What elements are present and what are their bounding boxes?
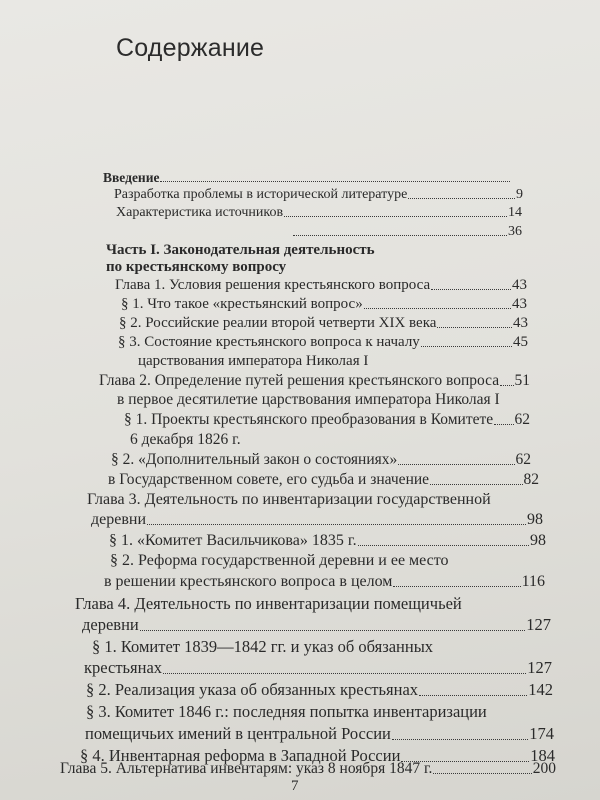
toc-entry-page: 51 [514, 372, 530, 389]
toc-entry-ch4-s1-cont [84, 658, 552, 678]
part-title-line-1: Часть I. Законодательная деятельность [106, 242, 375, 258]
toc-entry-page: 62 [515, 451, 531, 468]
toc-entry-page: 184 [530, 746, 555, 765]
toc-entry-page: 174 [529, 724, 554, 743]
toc-entry-ch4-s3-cont [85, 724, 554, 744]
dot-leader [494, 424, 513, 425]
toc-entry-ch2-s2-cont [108, 471, 539, 489]
toc-entry-label: помещичьих имений в центральной России [85, 724, 391, 743]
page-title: Содержание [116, 34, 265, 62]
dot-leader [437, 327, 512, 328]
toc-entry-ch2 [99, 372, 530, 390]
dot-leader [358, 545, 529, 546]
toc-entry-page: 98 [530, 532, 546, 549]
toc-entry-label: Глава 5. Альтернатива инвентарям: указ 8 ноября 1847 г. [60, 760, 433, 777]
toc-entry-ch3-s1 [109, 532, 546, 550]
toc-entry-page: 9 [516, 187, 523, 202]
toc-entry-page: 82 [523, 471, 539, 488]
toc-entry-ch4: Глава 4. Деятельность по инвентаризации помещичьей [75, 594, 462, 613]
toc-entry-label: § 2. «Дополнительный закон о состояниях» [111, 451, 398, 468]
toc-entry-label: Введение [103, 170, 160, 185]
toc-entry-ch3: Глава 3. Деятельность по инвентаризации государственной [87, 491, 491, 508]
part-title-line-2: по крестьянскому вопросу [106, 259, 287, 275]
toc-entry-continuation: в первое десятилетие царствования императора Николая I [117, 391, 500, 408]
toc-entry-page: 45 [513, 334, 528, 350]
toc-entry-page: 127 [526, 615, 551, 634]
toc-entry-ch1-s2 [119, 315, 528, 332]
toc-entry-page: 43 [513, 315, 528, 331]
toc-entry-intro-3 [292, 224, 522, 240]
toc-entry-ch3-s2: § 2. Реформа государственной деревни и ее место [110, 552, 449, 569]
toc-entry-ch4-cont [82, 615, 551, 635]
dot-leader [430, 484, 522, 485]
dot-leader [421, 346, 512, 347]
toc-entry-ch4-s2 [86, 680, 553, 700]
toc-entry-label: Глава 1. Условия решения крестьянского вопроса [115, 277, 431, 293]
dot-leader [431, 289, 511, 290]
toc-entry-label: § 1. Проекты крестьянского преобразования в Комитете [124, 411, 494, 428]
toc-entry-label: в Государственном совете, его судьба и значение [108, 471, 430, 488]
toc-entry-label: деревни [82, 615, 139, 634]
toc-entry-ch3-cont [91, 511, 543, 529]
toc-entry-ch4-s3: § 3. Комитет 1846 г.: последняя попытка инвентаризации [86, 702, 487, 721]
dot-leader [364, 308, 511, 309]
dot-leader [398, 464, 514, 465]
toc-entry-label: § 1. Что такое «крестьянский вопрос» [121, 296, 363, 312]
toc-entry-ch2-s2 [111, 451, 531, 469]
toc-entry-intro [103, 170, 511, 186]
toc-entry-ch1 [115, 277, 527, 294]
toc-entry-label: § 2. Российские реалии второй четверти XIX века [119, 315, 437, 331]
toc-entry-page: 43 [512, 277, 527, 293]
toc-entry-intro-2 [116, 205, 522, 221]
dot-leader [140, 630, 526, 631]
toc-entry-ch3-s2-cont [104, 573, 545, 591]
dot-leader [160, 181, 510, 182]
toc-entry-label: § 1. «Комитет Васильчикова» 1835 г. [109, 532, 357, 549]
dot-leader [393, 586, 520, 587]
toc-entry-page: 36 [508, 224, 522, 239]
dot-leader [163, 673, 526, 674]
toc-entry-label: Характеристика источников [116, 205, 284, 220]
toc-entry-continuation: 6 декабря 1826 г. [130, 431, 241, 448]
dot-leader [293, 235, 507, 236]
toc-entry-ch2-s1 [124, 411, 530, 429]
toc-entry-page: 127 [527, 658, 552, 677]
toc-entry-page: 200 [532, 760, 556, 777]
toc-entry-label: Разработка проблемы в исторической литературе [114, 187, 408, 202]
toc-entry-page: 98 [527, 511, 543, 528]
toc-entry-label: § 3. Состояние крестьянского вопроса к началу [118, 334, 420, 350]
toc-entry-page: 116 [521, 573, 545, 590]
dot-leader [392, 739, 528, 740]
dot-leader [419, 695, 527, 696]
dot-leader [433, 773, 531, 774]
toc-entry-intro-1 [114, 187, 523, 203]
toc-entry-label: крестьянах [84, 658, 163, 677]
toc-entry-label: § 4. Инвентарная реформа в Западной России [80, 746, 401, 765]
toc-entry-label: Глава 2. Определение путей решения крестьянского вопроса [99, 372, 500, 389]
toc-entry-ch1-s1 [121, 296, 527, 313]
toc-entry-label: в решении крестьянского вопроса в целом [104, 573, 393, 590]
toc-entry-ch4-s1: § 1. Комитет 1839—1842 гг. и указ об обязанных [92, 637, 434, 656]
toc-entry-page: 43 [512, 296, 527, 312]
dot-leader [408, 198, 515, 199]
toc-entry-label: § 2. Реализация указа об обязанных крестьянах [86, 680, 419, 699]
dot-leader [147, 524, 526, 525]
toc-entry-page: 14 [508, 205, 522, 220]
toc-entry-ch1-s3 [118, 334, 528, 351]
toc-entry-page: 142 [528, 680, 553, 699]
toc-entry-ch5 [60, 760, 556, 778]
toc-entry-continuation: царствования императора Николая I [138, 353, 369, 369]
toc-entry-page: 62 [514, 411, 530, 428]
dot-leader [500, 385, 513, 386]
toc-entry-label: деревни [91, 511, 147, 528]
page-number: 7 [291, 778, 299, 794]
dot-leader [284, 216, 507, 217]
